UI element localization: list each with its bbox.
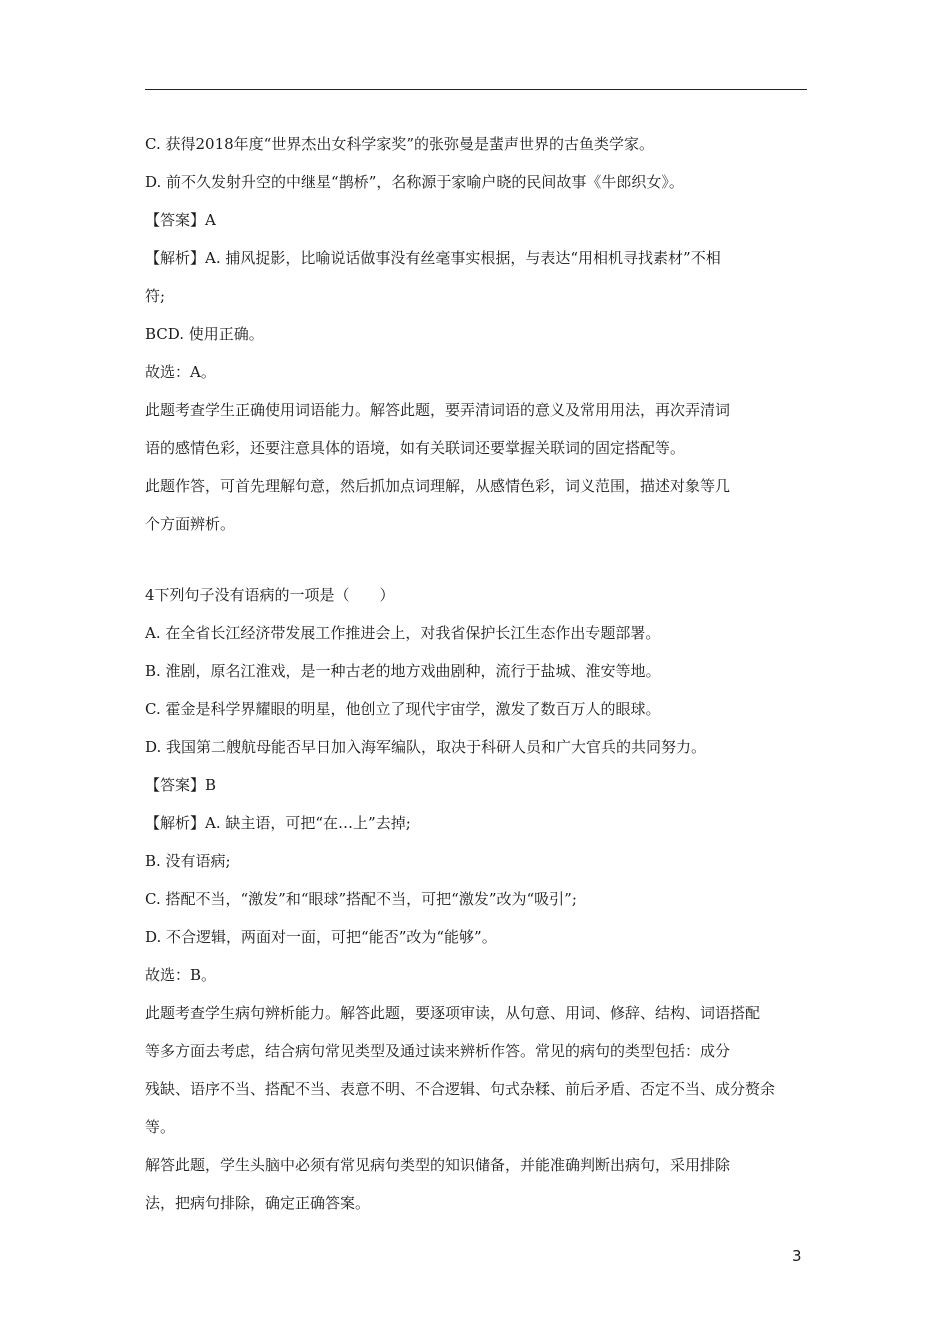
text-line: 故选：B。 [145,966,217,984]
text-line: 等多方面去考虑，结合病句常见类型及通过读来辨析作答。常见的病句的类型包括：成分 [145,1042,731,1060]
text-line: D. 前不久发射升空的中继星“鹊桥”，名称源于家喻户晓的民间故事《牛郎织女》。 [145,173,684,191]
option-c: C. 霍金是科学界耀眼的明星，他创立了现代宇宙学，激发了数百万人的眼球。 [145,700,661,718]
section-gap [145,543,807,576]
text-line: 故选：A。 [145,363,216,381]
question-title: 4下列句子没有语病的一项是（ ） [145,586,395,604]
answer-label: 【答案】A [145,211,216,229]
text-line: BCD. 使用正确。 [145,325,264,343]
text-line: 此题作答，可首先理解句意，然后抓加点词理解，从感情色彩，词义范围，描述对象等几 [145,477,731,495]
text-line: C. 搭配不当，“激发”和“眼球”搭配不当，可把“激发”改为“吸引”; [145,890,577,908]
text-line: 等。 [145,1118,176,1136]
text-line: 法，把病句排除，确定正确答案。 [145,1194,371,1212]
option-a: A. 在全省长江经济带发展工作推进会上，对我省保护长江生态作出专题部署。 [145,624,661,642]
text-line: 此题考查学生正确使用词语能力。解答此题，要弄清词语的意义及常用用法，再次弄清词 [145,401,731,419]
text-line: 个方面辨析。 [145,515,236,533]
text-line: C. 获得2018年度“世界杰出女科学家奖”的张弥曼是蜚声世界的古鱼类学家。 [145,135,654,153]
header-rule [145,89,807,90]
page-number: 3 [792,1247,802,1265]
text-line: B. 没有语病; [145,852,231,870]
text-line: 此题考查学生病句辨析能力。解答此题，要逐项审读，从句意、用词、修辞、结构、词语搭配 [145,1004,761,1022]
option-d: D. 我国第二艘航母能否早日加入海军编队，取决于科研人员和广大官兵的共同努力。 [145,738,707,756]
page-content [145,125,807,1222]
text-line: 语的感情色彩，还要注意具体的语境，如有关联词还要掌握关联词的固定搭配等。 [145,439,686,457]
option-b: B. 淮剧，原名江淮戏，是一种古老的地方戏曲剧种，流行于盐城、淮安等地。 [145,662,661,680]
text-line: 符; [145,287,166,305]
analysis-line: 【解析】A. 捕风捉影，比喻说话做事没有丝毫事实根据，与表达“用相机寻找素材”不相 [145,249,721,267]
text-line: D. 不合逻辑，两面对一面，可把“能否”改为“能够”。 [145,928,497,946]
analysis-line: 【解析】A. 缺主语，可把“在…上”去掉; [145,814,411,832]
text-line: 残缺、语序不当、搭配不当、表意不明、不合逻辑、句式杂糅、前后矛盾、否定不当、成分赘余 [145,1080,776,1098]
text-line: 解答此题，学生头脑中必须有常见病句类型的知识储备，并能准确判断出病句，采用排除 [145,1156,731,1174]
answer-label: 【答案】B [145,776,217,794]
